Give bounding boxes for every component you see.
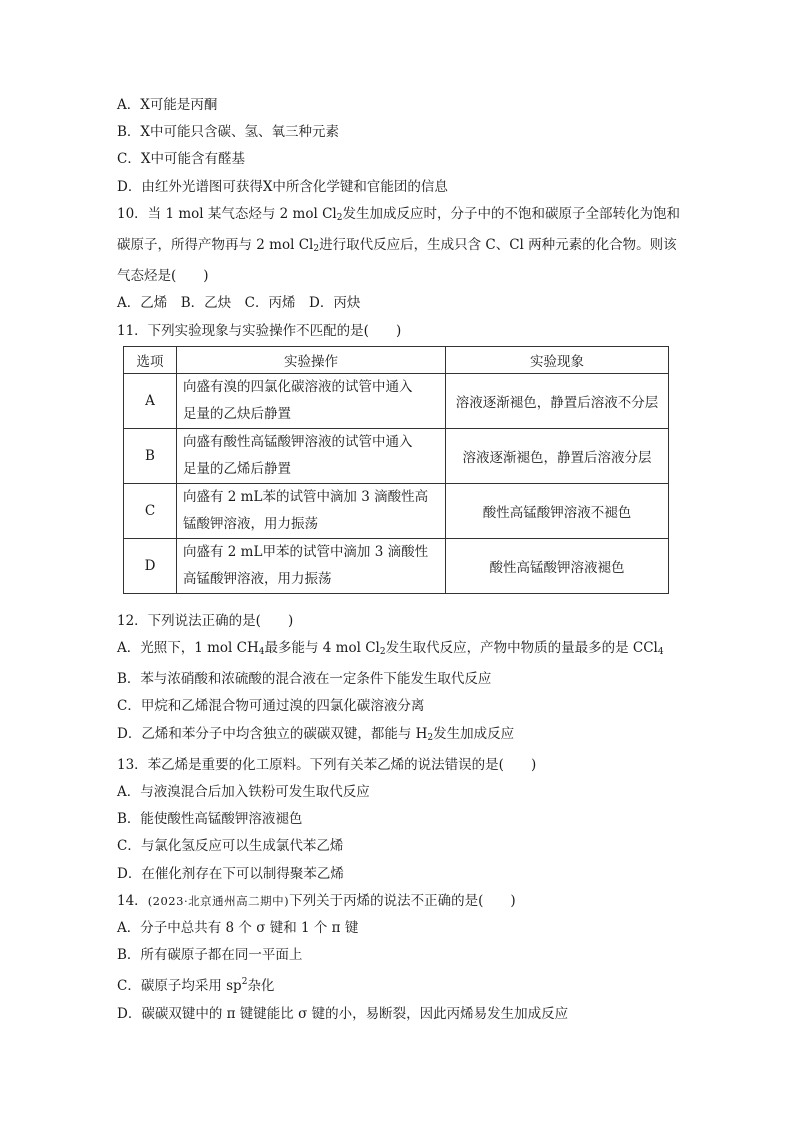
row-option: D	[124, 538, 177, 593]
q12-option-b: B．苯与浓硝酸和浓硫酸的混合液在一定条件下能发生取代反应	[117, 671, 492, 688]
q13-option-c: C．与氯化氢反应可以生成氯代苯乙烯	[117, 838, 344, 855]
q9-options	[117, 92, 677, 201]
q12-option-d: D．乙烯和苯分子中均含独立的碳碳双键，都能与 $H_2$发生加成反应	[117, 725, 515, 743]
q9-option-d: D．由红外光谱图可获得X中所含化学键和官能团的信息	[117, 178, 448, 195]
row-operation: 向盛有酸性高锰酸钾溶液的试管中通入 足量的乙烯后静置	[177, 428, 446, 483]
q10-stem-line-2: 碳原子，所得产物再与 2 mol $Cl_2$进行取代反应后，生成只含 C、Cl 两种元素的化合物。则该	[117, 237, 677, 255]
q12-option-a: A．光照下，1 mol $CH_4$最多能与 4 mol $Cl_2$发生取代反应，产物中物质的量最多的是 CCl$_4$	[117, 640, 664, 658]
row-option: B	[124, 428, 177, 483]
header-phenomenon: 实验现象	[446, 346, 669, 373]
row-phenomenon: 溶液逐渐褪色，静置后溶液分层	[446, 428, 669, 483]
row-operation: 向盛有 2 mL苯的试管中滴加 3 滴酸性高 锰酸钾溶液，用力振荡	[177, 483, 446, 538]
q14-source-tag: (2023·北京通州高二期中)	[147, 893, 290, 908]
q13-option-a: A．与液溴混合后加入铁粉可发生取代反应	[117, 784, 370, 801]
q13-stem: 13．苯乙烯是重要的化工原料。下列有关苯乙烯的说法错误的是( )	[117, 756, 537, 773]
row-option: C	[124, 483, 177, 538]
document-page	[117, 92, 680, 1028]
question-11	[117, 318, 677, 594]
q9-option-c: C．X中可能含有醛基	[117, 151, 245, 168]
q9-option-a: A．X可能是丙酮	[117, 97, 218, 113]
row-option: A	[124, 373, 177, 428]
row-phenomenon: 酸性高锰酸钾溶液褪色	[446, 538, 669, 593]
question-14	[117, 888, 677, 1028]
row-phenomenon: 溶液逐渐褪色，静置后溶液不分层	[446, 373, 669, 428]
q14-option-d: D．碳碳双键中的 π 键键能比 σ 键的小，易断裂，因此丙烯易发生加成反应	[117, 1005, 569, 1022]
table-row	[124, 483, 669, 538]
q12-option-c: C．甲烷和乙烯混合物可通过溴的四氯化碳溶液分离	[117, 698, 425, 715]
q10-stem-line-1: 10．当 1 mol 某气态烃与 2 mol $Cl_2$发生加成反应时，分子中的不饱和碳原子全部转化为饱和	[117, 205, 680, 223]
q13-option-b: B．能使酸性高锰酸钾溶液褪色	[117, 811, 303, 828]
question-10	[117, 201, 680, 318]
row-operation: 向盛有 2 mL甲苯的试管中滴加 3 滴酸性 高锰酸钾溶液，用力振荡	[177, 538, 446, 593]
q10-stem-line-3: 气态烃是( )	[117, 268, 209, 285]
q14-option-b: B．所有碳原子都在同一平面上	[117, 947, 303, 964]
row-phenomenon: 酸性高锰酸钾溶液不褪色	[446, 483, 669, 538]
q11-stem: 11．下列实验现象与实验操作不匹配的是( )	[117, 322, 402, 339]
table-row	[124, 373, 669, 428]
header-operation: 实验操作	[177, 346, 446, 373]
q14-option-a: A．分子中总共有 8 个 σ 键和 1 个 π 键	[117, 920, 359, 937]
table-header-row	[124, 346, 669, 373]
table-row	[124, 538, 669, 593]
q13-option-d: D．在催化剂存在下可以制得聚苯乙烯	[117, 865, 344, 882]
q14-stem: 14．(2023·北京通州高二期中)下列关于丙烯的说法不正确的是( )	[117, 892, 516, 909]
question-13	[117, 752, 677, 888]
table-row	[124, 428, 669, 483]
q12-stem: 12．下列说法正确的是( )	[117, 612, 294, 629]
q11-experiment-table	[123, 346, 669, 594]
header-option: 选项	[124, 346, 177, 373]
question-12	[117, 608, 677, 752]
q14-option-c: C．碳原子均采用 $sp^2$杂化	[117, 977, 275, 995]
row-operation: 向盛有溴的四氯化碳溶液的试管中通入 足量的乙炔后静置	[177, 373, 446, 428]
q9-option-b: B．X中可能只含碳、氢、氧三种元素	[117, 124, 340, 141]
q10-options: A．乙烯 B．乙炔 C．丙烯 D．丙炔	[117, 295, 361, 312]
